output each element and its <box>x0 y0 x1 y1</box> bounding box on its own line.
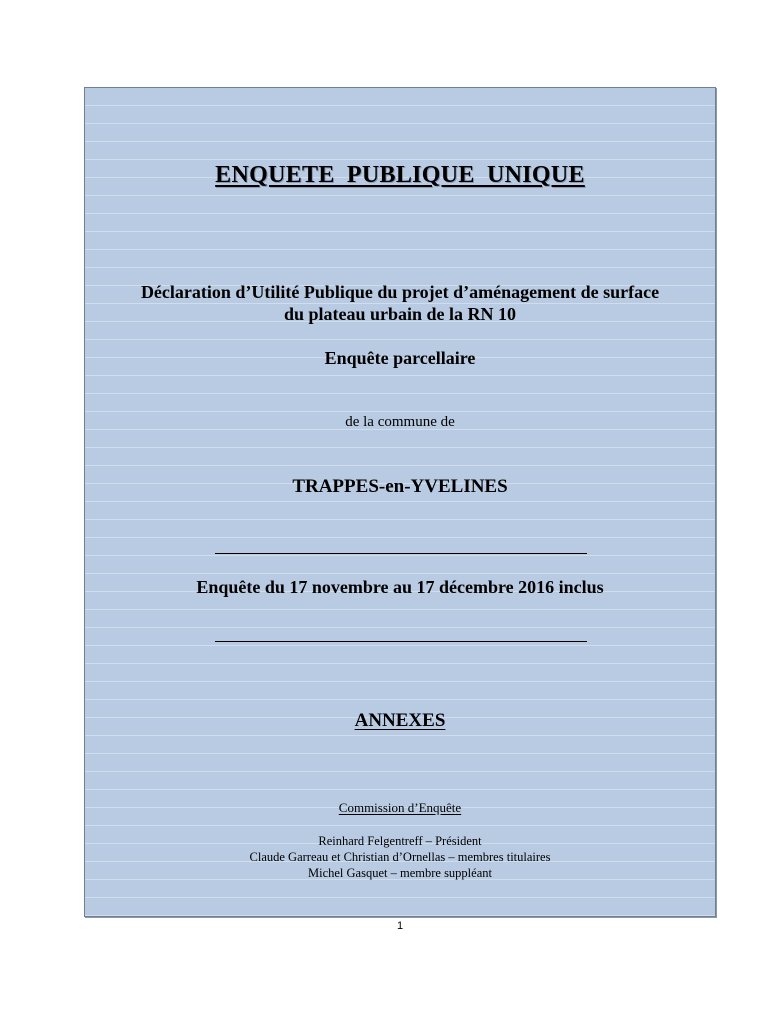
commune-intro: de la commune de <box>345 414 455 430</box>
declaration-line-2: du plateau urbain de la RN 10 <box>283 304 517 324</box>
section-title: ANNEXES <box>354 710 446 731</box>
cover-page-frame <box>84 87 716 917</box>
commission-heading: Commission d’Enquête <box>338 800 462 815</box>
page-number: 1 <box>396 920 404 932</box>
inquiry-dates: Enquête du 17 novembre au 17 décembre 2016 inclus <box>196 577 604 597</box>
declaration-heading <box>85 281 715 325</box>
member-titulaires: Claude Garreau et Christian d’Ornellas – membres titulaires <box>249 850 551 864</box>
commission-members <box>85 833 715 881</box>
commune-name: TRAPPES-en-YVELINES <box>292 476 508 497</box>
member-suppleant: Michel Gasquet – membre suppléant <box>308 866 492 880</box>
subtitle: Enquête parcellaire <box>324 348 476 368</box>
document-title: ENQUETE PUBLIQUE UNIQUE <box>215 162 585 188</box>
divider-bottom <box>215 641 587 642</box>
divider-top <box>215 553 587 554</box>
declaration-line-1: Déclaration d’Utilité Publique du projet d’aménagement de surface <box>140 282 660 302</box>
member-president: Reinhard Felgentreff – Président <box>318 834 482 848</box>
